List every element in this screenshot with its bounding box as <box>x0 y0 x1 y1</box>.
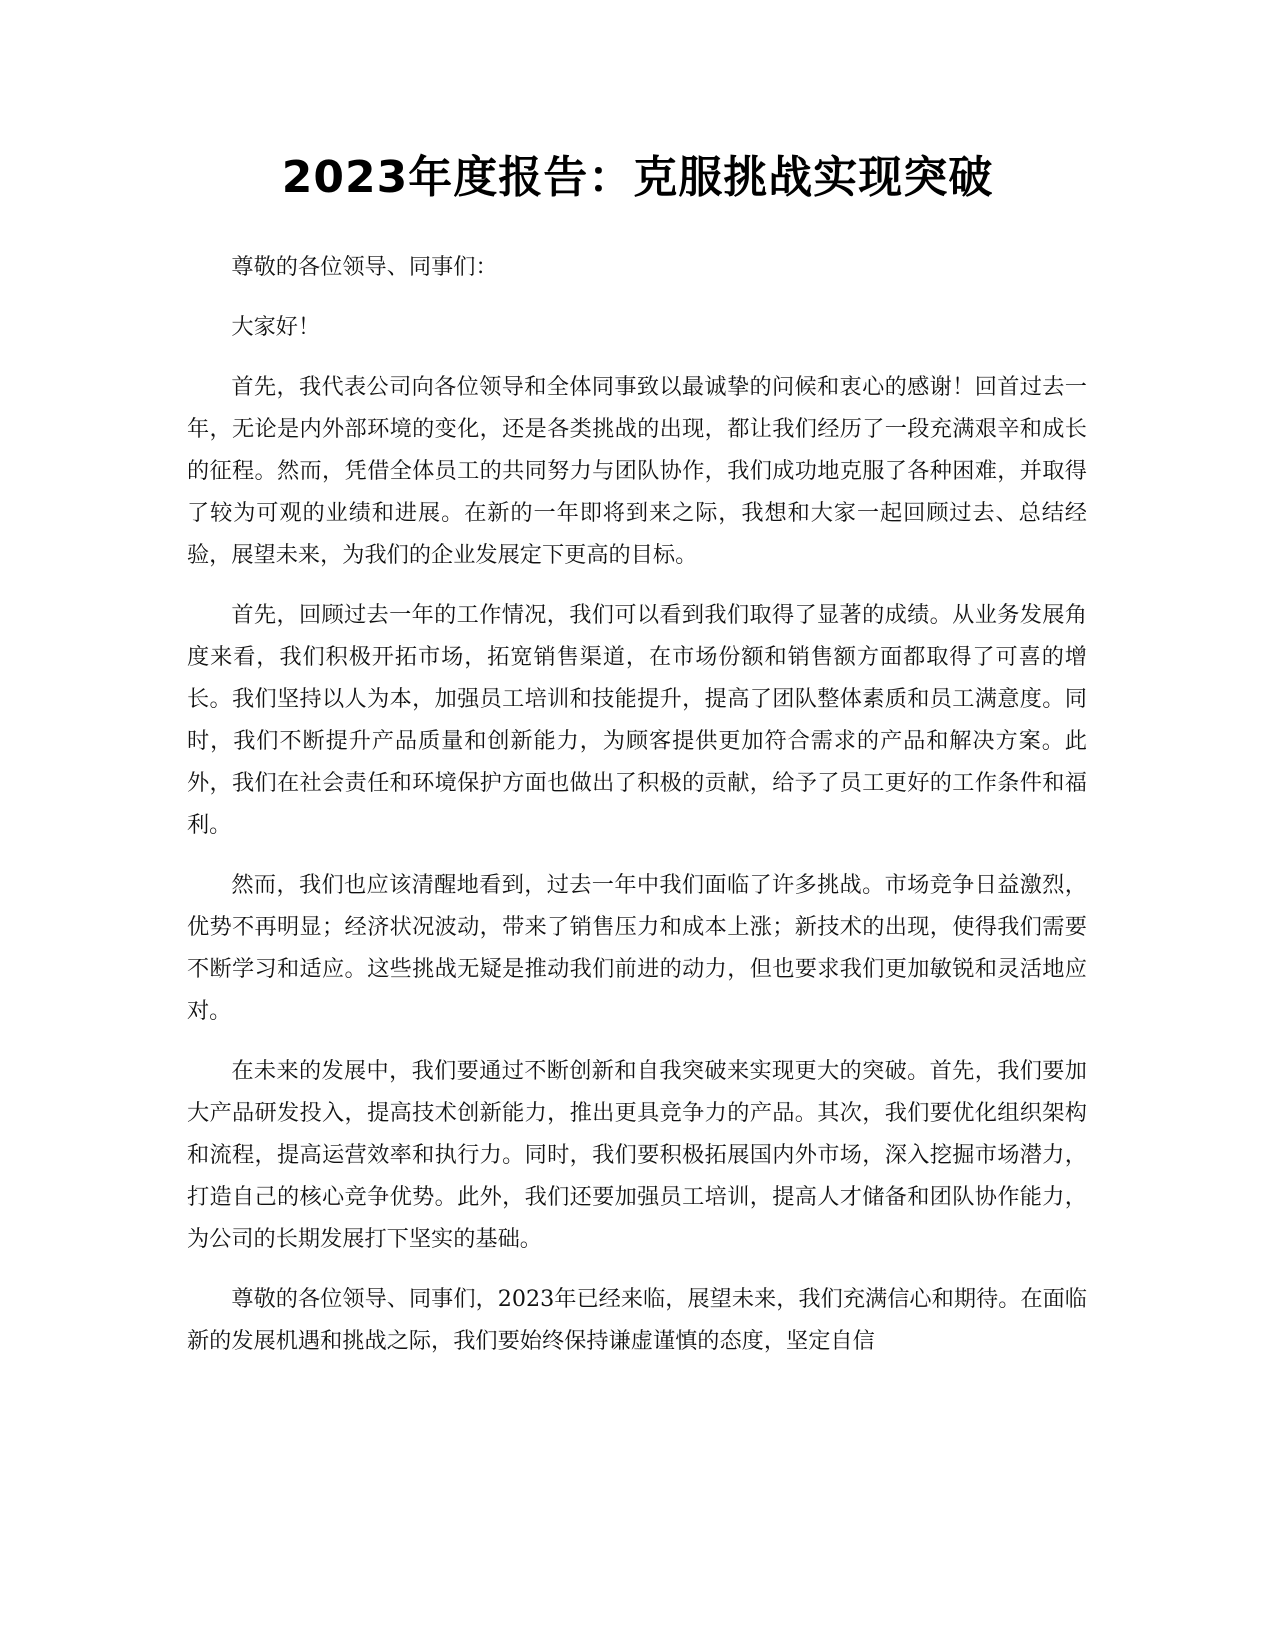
closing-paragraph: 尊敬的各位领导、同事们，2023年已经来临，展望未来，我们充满信心和期待。在面临新的发展机遇和挑战之际，我们要始终保持谦虚谨慎的态度，坚定自信 <box>187 1286 1087 1354</box>
document-body <box>187 246 1087 1380</box>
greeting-paragraph: 大家好！ <box>231 314 321 340</box>
challenges-paragraph: 然而，我们也应该清醒地看到，过去一年中我们面临了许多挑战。市场竞争日益激烈，优势不再明显；经济状况波动，带来了销售压力和成本上涨；新技术的出现，使得我们需要不断学习和适应。这些挑战无疑是推动我们前进的动力，但也要求我们更加敏锐和灵活地应对。 <box>187 872 1087 1024</box>
future-paragraph: 在未来的发展中，我们要通过不断创新和自我突破来实现更大的突破。首先，我们要加大产品研发投入，提高技术创新能力，推出更具竞争力的产品。其次，我们要优化组织架构和流程，提高运营效率和执行力。同时，我们要积极拓展国内外市场，深入挖掘市场潜力，打造自己的核心竞争优势。此外，我们还要加强员工培训，提高人才储备和团队协作能力，为公司的长期发展打下坚实的基础。 <box>187 1058 1087 1252</box>
review-paragraph: 首先，回顾过去一年的工作情况，我们可以看到我们取得了显著的成绩。从业务发展角度来看，我们积极开拓市场，拓宽销售渠道，在市场份额和销售额方面都取得了可喜的增长。我们坚持以人为本，加强员工培训和技能提升，提高了团队整体素质和员工满意度。同时，我们不断提升产品质量和创新能力，为顾客提供更加符合需求的产品和解决方案。此外，我们在社会责任和环境保护方面也做出了积极的贡献，给予了员工更好的工作条件和福利。 <box>187 602 1087 838</box>
salutation-paragraph: 尊敬的各位领导、同事们： <box>231 254 498 280</box>
intro-paragraph: 首先，我代表公司向各位领导和全体同事致以最诚挚的问候和衷心的感谢！回首过去一年，无论是内外部环境的变化，还是各类挑战的出现，都让我们经历了一段充满艰辛和成长的征程。然而，凭借全体员工的共同努力与团队协作，我们成功地克服了各种困难，并取得了较为可观的业绩和进展。在新的一年即将到来之际，我想和大家一起回顾过去、总结经验，展望未来，为我们的企业发展定下更高的目标。 <box>187 374 1087 568</box>
document-title: 2023年度报告：克服挑战实现突破 <box>281 152 994 203</box>
